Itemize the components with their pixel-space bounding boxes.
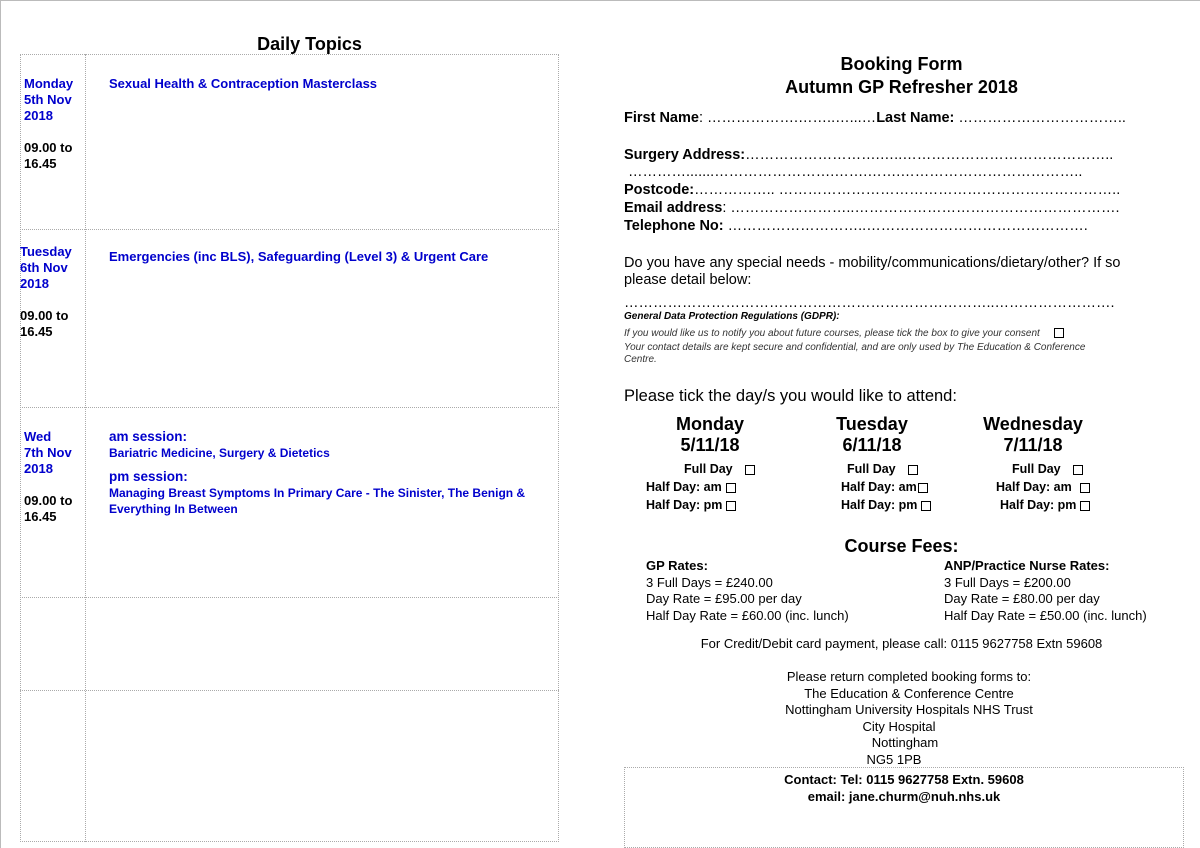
option-label: Half Day: am	[841, 480, 917, 494]
telephone-row	[624, 217, 1088, 235]
first-name-label: First Name	[624, 110, 699, 126]
time-to: 16.45	[24, 509, 57, 524]
checkbox[interactable]	[918, 483, 928, 493]
card-payment-info: For Credit/Debit card payment, please call: 0115 9627758 Extn 59608	[700, 636, 1103, 651]
attend-day-date: 6/11/18	[842, 435, 902, 455]
gp-full-days: 3 Full Days = £240.00	[646, 574, 773, 590]
attend-column-monday	[650, 414, 770, 456]
return-address	[624, 669, 1194, 768]
option-label: Half Day: am	[996, 480, 1072, 494]
checkbox[interactable]	[921, 501, 931, 511]
gdpr-note-line2: Centre.	[624, 354, 657, 365]
option-label: Half Day: pm	[1000, 498, 1077, 512]
schedule-day-wednesday	[24, 429, 72, 525]
return-line5: NG5 1PB	[866, 751, 922, 767]
day-name: Tuesday	[20, 244, 72, 259]
checkbox[interactable]	[908, 465, 918, 475]
schedule-column-divider	[85, 54, 86, 842]
checkbox[interactable]	[1080, 501, 1090, 511]
schedule-day-tuesday	[20, 244, 72, 340]
attend-day-date: 7/11/18	[1003, 435, 1063, 455]
attend-column-wednesday	[968, 414, 1098, 456]
anp-full-days: 3 Full Days = £200.00	[944, 574, 1071, 590]
checkbox[interactable]	[726, 501, 736, 511]
special-needs-field[interactable]: …………………………………………………………………..…………………….	[624, 295, 1115, 311]
checkbox[interactable]	[745, 465, 755, 475]
daily-topics-heading: Daily Topics	[257, 34, 362, 54]
topic-wednesday	[109, 429, 525, 517]
surgery-address-label: Surgery Address:	[624, 147, 746, 163]
time-to: 16.45	[20, 324, 53, 339]
checkbox[interactable]	[1073, 465, 1083, 475]
option-tuesday-half-am[interactable]	[841, 478, 928, 496]
option-label: Full Day	[847, 462, 896, 476]
option-wednesday-full-day[interactable]	[1012, 460, 1083, 478]
schedule-day-monday	[24, 76, 73, 172]
postcode-field[interactable]: …………….. ……………………………………………………………..	[694, 182, 1121, 198]
tick-days-prompt: Please tick the day/s you would like to attend:	[624, 387, 957, 405]
option-monday-half-pm[interactable]	[646, 496, 736, 514]
time-from: 09.00 to	[24, 140, 73, 155]
telephone-field[interactable]: ………………………..……………………………………….	[723, 218, 1088, 234]
special-needs-question-line1: Do you have any special needs - mobility/communications/dietary/other? If so	[624, 255, 1121, 271]
option-label: Full Day	[684, 462, 733, 476]
anp-rates	[944, 558, 1147, 624]
day-date: 6th Nov	[20, 260, 68, 275]
anp-half-day: Half Day Rate = £50.00 (inc. lunch)	[944, 607, 1147, 623]
anp-rates-title: ANP/Practice Nurse Rates:	[944, 558, 1110, 573]
schedule-row-divider	[20, 229, 559, 230]
attend-column-tuesday	[812, 414, 932, 456]
am-session-topic: Bariatric Medicine, Surgery & Dietetics	[109, 446, 330, 460]
last-name-field[interactable]: ……………………………..	[954, 110, 1126, 126]
gdpr-consent-row	[624, 328, 1064, 340]
attend-day-name: Monday	[675, 414, 744, 434]
option-monday-half-am[interactable]	[646, 478, 736, 496]
first-name-field[interactable]: : ……………….……..…...…	[698, 110, 877, 126]
pm-session-topic-line1: Managing Breast Symptoms In Primary Care - The Sinister, The Benign &	[109, 486, 526, 500]
attend-day-name: Wednesday	[983, 414, 1083, 434]
anp-day-rate: Day Rate = £80.00 per day	[944, 591, 1100, 606]
gp-half-day: Half Day Rate = £60.00 (inc. lunch)	[646, 607, 849, 623]
option-wednesday-half-pm[interactable]	[1000, 496, 1090, 514]
return-line4: Nottingham	[871, 735, 939, 750]
option-tuesday-full-day[interactable]	[847, 460, 918, 478]
topic-monday: Sexual Health & Contraception Masterclass	[109, 76, 378, 91]
time-from: 09.00 to	[24, 493, 73, 508]
topic-tuesday: Emergencies (inc BLS), Safeguarding (Level 3) & Urgent Care	[109, 249, 489, 264]
gdpr-title: General Data Protection Regulations (GDPR):	[624, 311, 840, 322]
contact-email[interactable]: email: jane.churm@nuh.nhs.uk	[807, 789, 1001, 804]
time-to: 16.45	[24, 156, 57, 171]
return-line1: The Education & Conference Centre	[804, 685, 1014, 701]
day-year: 2018	[24, 461, 53, 476]
gdpr-consent-text: If you would like us to notify you about future courses, please tick the box to give your consent	[624, 328, 1040, 339]
postcode-label: Postcode:	[624, 182, 695, 198]
am-session-label: am session:	[109, 429, 188, 444]
return-line3: City Hospital	[862, 718, 936, 734]
option-label: Half Day: am	[646, 480, 722, 494]
day-name: Monday	[24, 76, 74, 91]
checkbox[interactable]	[726, 483, 736, 493]
day-date: 7th Nov	[24, 445, 72, 460]
email-label: Email address	[624, 200, 723, 216]
option-monday-full-day[interactable]	[684, 460, 755, 478]
return-line2: Nottingham University Hospitals NHS Trust	[785, 702, 1033, 717]
checkbox[interactable]	[1080, 483, 1090, 493]
booking-form-title: Booking Form	[840, 54, 963, 74]
surgery-address-row	[624, 146, 1113, 164]
last-name-label: Last Name:	[876, 110, 955, 126]
option-label: Half Day: pm	[646, 498, 723, 512]
return-intro: Please return completed booking forms to:	[786, 669, 1032, 684]
special-needs-question-line2: please detail below:	[624, 272, 752, 288]
gp-day-rate: Day Rate = £95.00 per day	[646, 591, 802, 606]
page-left-border	[0, 0, 1, 848]
gp-rates	[646, 558, 849, 624]
option-wednesday-half-am[interactable]	[996, 478, 1090, 496]
day-name: Wed	[24, 429, 52, 444]
option-label: Full Day	[1012, 462, 1061, 476]
gp-rates-title: GP Rates:	[646, 558, 708, 573]
booking-form-subtitle: Autumn GP Refresher 2018	[785, 77, 1018, 97]
day-year: 2018	[24, 108, 53, 123]
course-fees-heading: Course Fees:	[844, 536, 959, 556]
email-field[interactable]: : ……………………..……………………………………………….	[722, 200, 1120, 216]
gdpr-note-line1: Your contact details are kept secure and confidential, and are only used by The Education & Conference	[624, 342, 1086, 353]
email-row	[624, 199, 1119, 217]
time-from: 09.00 to	[20, 308, 69, 323]
schedule-row-divider	[20, 597, 559, 598]
pm-session-label: pm session:	[109, 469, 188, 484]
surgery-address-field[interactable]: ……………………….…..……………………………………..	[745, 147, 1114, 163]
page-top-border	[0, 0, 1200, 1]
day-year: 2018	[20, 276, 49, 291]
schedule-row-divider	[20, 690, 559, 691]
contact-phone: Contact: Tel: 0115 9627758 Extn. 59608	[784, 772, 1024, 787]
gdpr-consent-checkbox[interactable]	[1054, 328, 1064, 338]
attend-day-date: 5/11/18	[680, 435, 740, 455]
pm-session-topic-line2: Everything In Between	[109, 502, 238, 516]
schedule-row-divider	[20, 407, 559, 408]
name-fields	[624, 109, 1126, 127]
option-label: Half Day: pm	[841, 498, 918, 512]
postcode-row	[624, 181, 1120, 199]
telephone-label: Telephone No:	[624, 218, 724, 234]
attend-day-name: Tuesday	[836, 414, 908, 434]
day-date: 5th Nov	[24, 92, 72, 107]
option-tuesday-half-pm[interactable]	[841, 496, 931, 514]
surgery-address-field-line2[interactable]: ………….......…………………….…….…….………………………………..	[628, 164, 1083, 180]
